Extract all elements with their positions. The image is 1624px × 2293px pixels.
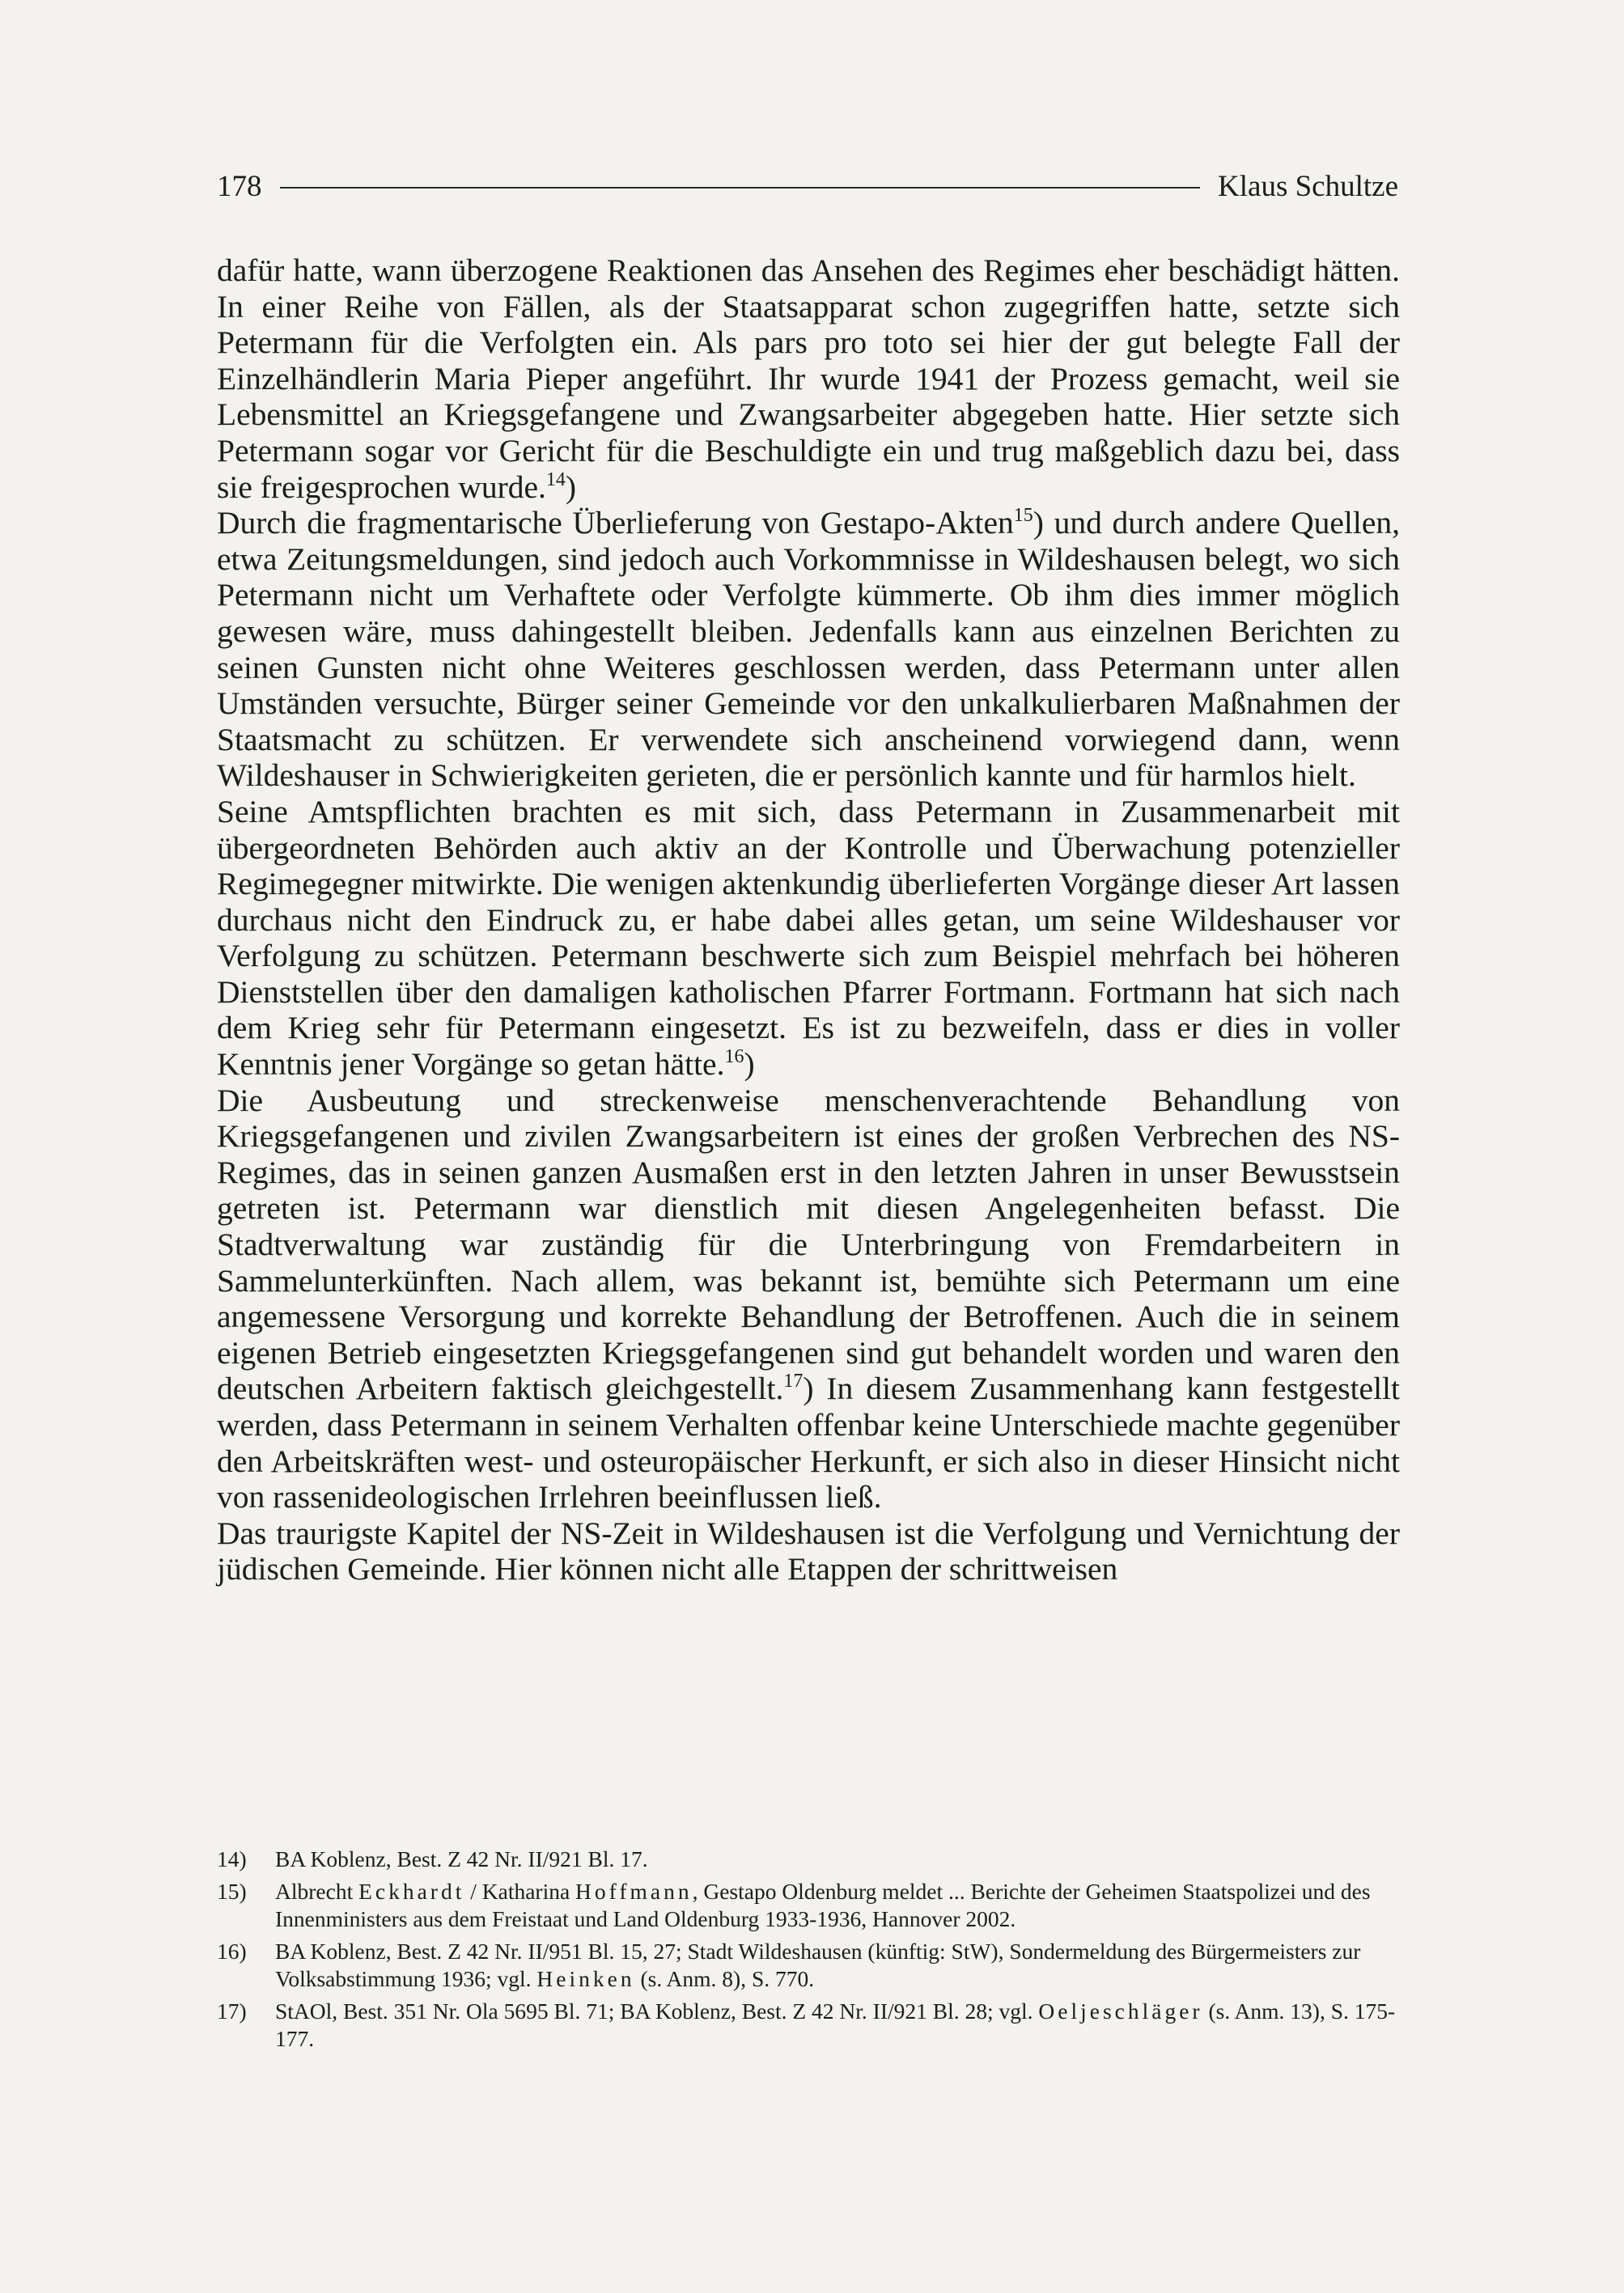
footnote-15 bbox=[217, 1878, 1400, 1933]
page-header bbox=[217, 162, 1398, 210]
footnote-ref-15[interactable]: 15 bbox=[1013, 505, 1033, 527]
footnote-ref-14[interactable]: 14 bbox=[545, 468, 566, 490]
footnote-number: 17) bbox=[217, 1998, 247, 2024]
footnote-text: StAOl, Best. 351 Nr. Ola 5695 Bl. 71; BA Koblenz, Best. Z 42 Nr. II/921 Bl. 28; vgl. Oeljeschläger (s. Anm. 13), S. 175-177. bbox=[275, 1998, 1396, 2051]
footnote-text: Albrecht Eckhardt / Katharina Hoffmann, Gestapo Oldenburg meldet ... Berichte der Geheimen Staatspolizei und des Innenministers aus dem Freistaat und Land Oldenburg 1933-1936, Hannover 2002. bbox=[275, 1879, 1371, 1931]
footnotes bbox=[217, 1846, 1400, 2058]
footnote-text: BA Koblenz, Best. Z 42 Nr. II/951 Bl. 15, 27; Stadt Wildeshausen (künftig: StW), Sondermeldung des Bürgermeisters zur Volksabstimmung 1936; vgl. Heinken (s. Anm. 8), S. 770. bbox=[275, 1939, 1361, 1991]
footnote-text: BA Koblenz, Best. Z 42 Nr. II/921 Bl. 17. bbox=[275, 1846, 648, 1871]
body-text bbox=[217, 252, 1400, 1587]
author-name: Oeljeschläger bbox=[1038, 1998, 1203, 2024]
paragraph-1: dafür hatte, wann überzogene Reaktionen das Ansehen des Regimes eher beschädigt hätten. In einer Reihe von Fällen, als der Staatsapparat schon zugegriffen hatte, setzte sich Petermann für die Verfolgten ein. Als pars pro toto sei hier der gut belegte Fall der Einzelhändlerin Maria Pieper angeführt. Ihr wurde 1941 der Prozess gemacht, weil sie Lebensmittel an Kriegsgefangene und Zwangsarbeiter abgegeben hatte. Hier setzte sich Petermann sogar vor Gericht für die Beschuldigte ein und trug maßgeblich dazu bei, dass sie freigesprochen wurde.$^{14}$) bbox=[217, 252, 1400, 505]
footnote-number: 16) bbox=[217, 1939, 247, 1964]
footnote-ref-16[interactable]: 16 bbox=[724, 1046, 744, 1068]
paragraph-3: Seine Amtspflichten brachten es mit sich, dass Petermann in Zusammenarbeit mit übergeordneten Behörden auch aktiv an der Kontrolle und Überwachung potenzieller Regimegegner mitwirkte. Die wenigen aktenkundig überlieferten Vorgänge dieser Art lassen durchaus nicht den Eindruck zu, er habe dabei alles getan, um seine Wildeshauser vor Verfolgung zu schützen. Petermann beschwerte sich zum Beispiel mehrfach bei höheren Dienststellen über den damaligen katholischen Pfarrer Fortmann. Fortmann hat sich nach dem Krieg sehr für Petermann eingesetzt. Es ist zu bezweifeln, dass er dies in voller Kenntnis jener Vorgänge so getan hätte.$^{16}$) bbox=[217, 793, 1400, 1083]
author-name: Hoffmann bbox=[575, 1879, 693, 1904]
footnote-number: 15) bbox=[217, 1879, 247, 1904]
footnote-16 bbox=[217, 1938, 1400, 1993]
header-rule bbox=[280, 187, 1201, 189]
author-name: Eckhardt bbox=[358, 1879, 465, 1904]
paragraph-5: Das traurigste Kapitel der NS-Zeit in Wildeshausen ist die Verfolgung und Vernichtung der jüdischen Gemeinde. Hier können nicht alle Etappen der schrittweisen bbox=[217, 1515, 1400, 1587]
paragraph-2: Durch die fragmentarische Überlieferung von Gestapo-Akten$^{15}$) und durch andere Quellen, etwa Zeitungsmeldungen, sind jedoch auch Vorkommnisse in Wildeshausen belegt, wo sich Petermann nicht um Verhaftete oder Verfolgte kümmerte. Ob ihm dies immer möglich gewesen wäre, muss dahingestellt bleiben. Jedenfalls kann aus einzelnen Berichten zu seinen Gunsten nicht ohne Weiteres geschlossen werden, dass Petermann unter allen Umständen versuchte, Bürger seiner Gemeinde vor den unkalkulierbaren Maßnahmen der Staatsmacht zu schützen. Er verwendete sich anscheinend vorwiegend dann, wenn Wildeshauser in Schwierigkeiten gerieten, die er persönlich kannte und für harmlos hielt. bbox=[217, 505, 1400, 794]
footnote-number: 14) bbox=[217, 1846, 247, 1871]
page-number: 178 bbox=[217, 169, 262, 203]
paragraph-4: Die Ausbeutung und streckenweise menschenverachtende Behandlung von Kriegsgefangenen und zivilen Zwangsarbeitern ist eines der großen Verbrechen des NS-Regimes, das in seinen ganzen Ausmaßen erst in den letzten Jahren in unser Bewusstsein getreten ist. Petermann war dienstlich mit diesen Angelegenheiten befasst. Die Stadtverwaltung war zuständig für die Unterbringung von Fremdarbeitern in Sammelunterkünften. Nach allem, was bekannt ist, bemühte sich Petermann um eine angemessene Versorgung und korrekte Behandlung der Betroffenen. Auch die in seinem eigenen Betrieb eingesetzten Kriegsgefangenen sind gut behandelt worden und waren den deutschen Arbeitern faktisch gleichgestellt.$^{17}$) In diesem Zusammenhang kann festgestellt werden, dass Petermann in seinem Verhalten offenbar keine Unterschiede machte gegenüber den Arbeitskräften west- und osteuropäischer Herkunft, er sich also in dieser Hinsicht nicht von rassenideologischen Irrlehren beeinflussen ließ. bbox=[217, 1082, 1400, 1515]
author-name: Heinken bbox=[536, 1966, 635, 1991]
footnote-ref-17[interactable]: 17 bbox=[783, 1371, 804, 1392]
running-head-author: Klaus Schultze bbox=[1218, 169, 1398, 203]
footnote-14 bbox=[217, 1846, 1400, 1873]
footnote-17 bbox=[217, 1998, 1400, 2053]
